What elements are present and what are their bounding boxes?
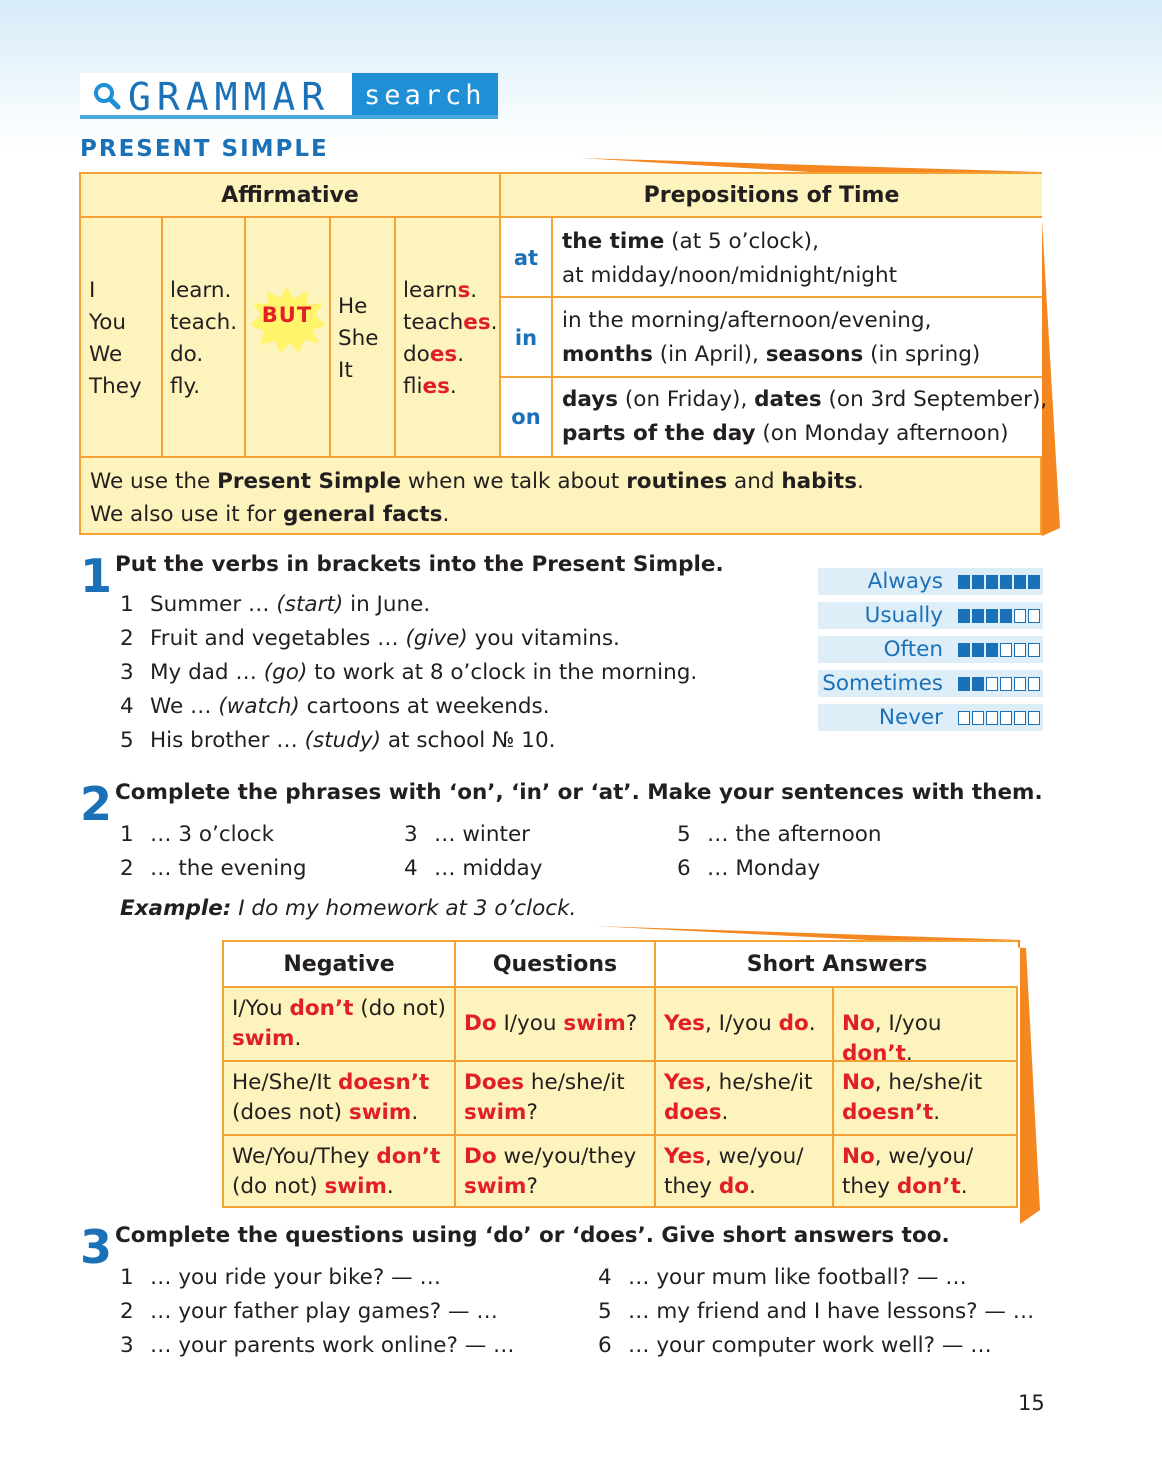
verb: learn.: [170, 278, 232, 303]
verb-s: flies.: [403, 374, 457, 399]
list-item: 6 … your computer work well? — …: [598, 1333, 992, 1358]
frequency-square: [972, 609, 984, 623]
exercise-3-list-left: [120, 1261, 515, 1363]
frequency-square: [958, 575, 970, 589]
header-short-answers: Short Answers: [656, 942, 1018, 988]
exercise-2-example: Example: I do my homework at 3 o’clock.: [120, 896, 577, 921]
exercise-2-title: Complete the phrases with ‘on’, ‘in’ or ‘at’. Make your sentences with them.: [115, 780, 1043, 805]
frequency-square: [972, 711, 984, 725]
list-item: 1 Summer … (start) in June.: [120, 592, 431, 617]
frequency-square: [1000, 711, 1012, 725]
prep-at: at: [501, 218, 553, 298]
exercise-2-number: 2: [80, 777, 113, 831]
list-item: 1 … 3 o’clock: [120, 822, 275, 847]
pronoun: She: [338, 326, 379, 351]
frequency-square: [986, 643, 998, 657]
grammar-search-header: [80, 73, 500, 123]
exercise-1-list: [120, 588, 697, 758]
but-label: BUT: [261, 303, 313, 327]
frequency-bar: [958, 609, 1040, 623]
list-item: 1 … you ride your bike? — …: [120, 1265, 441, 1290]
pronoun: I: [89, 278, 96, 303]
frequency-row: [818, 636, 1043, 663]
pronoun-column-2: [331, 218, 396, 456]
affirmative-header: Affirmative: [81, 174, 501, 218]
search-label: search: [352, 73, 498, 119]
frequency-row: [818, 602, 1043, 629]
verb-s: learns.: [403, 278, 478, 303]
table-cell: Do I/you swim?: [456, 988, 656, 1062]
prep-at-desc: the time (at 5 o’clock), at midday/noon/midnight/night: [553, 218, 1042, 298]
frequency-square: [1028, 575, 1040, 589]
verb: teach.: [170, 310, 238, 335]
list-item: 3 … winter: [404, 822, 531, 847]
pronoun: He: [338, 294, 368, 319]
list-item: 4 We … (watch) cartoons at weekends.: [120, 694, 550, 719]
search-icon: [92, 81, 122, 115]
frequency-square: [1000, 575, 1012, 589]
frequency-square: [972, 643, 984, 657]
frequency-row: [818, 670, 1043, 697]
list-item: 5 His brother … (study) at school № 10.: [120, 728, 556, 753]
frequency-square: [958, 643, 970, 657]
table-cell: Yes, he/she/it does.: [656, 1062, 834, 1136]
frequency-square: [986, 609, 998, 623]
usage-note: We use the Present Simple when we talk about routines and habits. We also use it for general facts.: [81, 456, 1042, 533]
table-cell: No, he/she/it doesn’t.: [834, 1062, 1018, 1136]
frequency-square: [1014, 677, 1026, 691]
exercise-1-title: Put the verbs in brackets into the Present Simple.: [115, 552, 724, 577]
exercise-3-title: Complete the questions using ‘do’ or ‘does’. Give short answers too.: [115, 1223, 950, 1248]
frequency-square: [986, 575, 998, 589]
verb: do.: [170, 342, 204, 367]
frequency-square: [1000, 609, 1012, 623]
table-cell: Yes, we/you/ they do.: [656, 1136, 834, 1206]
section-title: PRESENT SIMPLE: [80, 136, 329, 162]
frequency-square: [1014, 711, 1026, 725]
frequency-label: Usually: [864, 603, 943, 628]
frequency-bar: [958, 575, 1040, 589]
table-cell: Does he/she/it swim?: [456, 1062, 656, 1136]
frequency-label: Always: [867, 569, 943, 594]
frequency-square: [986, 711, 998, 725]
list-item: 2 Fruit and vegetables … (give) you vitamins.: [120, 626, 620, 651]
verb-column-2: [396, 218, 501, 456]
list-item: 5 … the afternoon: [677, 822, 882, 847]
table-cell: Yes, I/you do.: [656, 988, 834, 1062]
list-item: 4 … your mum like football? — …: [598, 1265, 967, 1290]
frequency-label: Never: [878, 705, 943, 730]
verb: fly.: [170, 374, 201, 399]
frequency-square: [1014, 609, 1026, 623]
list-item: 5 … my friend and I have lessons? — …: [598, 1299, 1035, 1324]
grammar-title: GRAMMAR: [128, 75, 331, 119]
frequency-square: [1014, 643, 1026, 657]
grammar-main-box: [79, 172, 1048, 535]
prep-in-desc: in the morning/afternoon/evening, months (in April), seasons (in spring): [553, 298, 1042, 378]
frequency-square: [986, 677, 998, 691]
frequency-square: [1028, 609, 1040, 623]
table-cell: We/You/They don’t (do not) swim.: [224, 1136, 456, 1206]
frequency-square: [958, 711, 970, 725]
frequency-row: [818, 568, 1043, 595]
frequency-square: [958, 677, 970, 691]
frequency-row: [818, 704, 1043, 731]
prep-in: in: [501, 298, 553, 378]
list-item: 6 … Monday: [677, 856, 821, 881]
table-cell: I/You don’t (do not) swim.: [224, 988, 456, 1062]
table-cell: He/She/It doesn’t (does not) swim.: [224, 1062, 456, 1136]
frequency-bar: [958, 711, 1040, 725]
frequency-square: [1028, 677, 1040, 691]
table-cell: No, I/you don’t.: [834, 988, 1018, 1062]
frequency-square: [958, 609, 970, 623]
frequency-bar: [958, 677, 1040, 691]
list-item: 2 … your father play games? — …: [120, 1299, 498, 1324]
frequency-square: [972, 575, 984, 589]
pronoun: You: [89, 310, 127, 335]
exercise-3-number: 3: [80, 1220, 113, 1274]
frequency-label: Sometimes: [822, 671, 943, 696]
verb-s: teaches.: [403, 310, 498, 335]
prep-on: on: [501, 378, 553, 456]
frequency-square: [972, 677, 984, 691]
frequency-square: [1000, 677, 1012, 691]
header-questions: Questions: [456, 942, 656, 988]
frequency-square: [1028, 643, 1040, 657]
prep-on-desc: days (on Friday), dates (on 3rd September), parts of the day (on Monday afternoon): [553, 378, 1042, 456]
frequency-square: [1028, 711, 1040, 725]
verb-column-1: [163, 218, 246, 456]
list-item: 3 … your parents work online? — …: [120, 1333, 515, 1358]
verb-s: does.: [403, 342, 465, 367]
pronoun: They: [89, 374, 142, 399]
list-item: 4 … midday: [404, 856, 543, 881]
frequency-bar: [958, 643, 1040, 657]
negative-questions-table: [222, 940, 1018, 1208]
exercise-3-list-right: [598, 1261, 1034, 1363]
grammar-label-box: [80, 73, 352, 119]
table-cell: Do we/you/they swim?: [456, 1136, 656, 1206]
pronoun-column-1: [81, 218, 163, 456]
exercise-1-number: 1: [80, 549, 113, 603]
frequency-square: [1000, 643, 1012, 657]
pronoun: We: [89, 342, 123, 367]
frequency-square: [1014, 575, 1026, 589]
page-number: 15: [1018, 1391, 1045, 1415]
list-item: 2 … the evening: [120, 856, 307, 881]
header-negative: Negative: [224, 942, 456, 988]
frequency-label: Often: [883, 637, 943, 662]
list-item: 3 My dad … (go) to work at 8 o’clock in the morning.: [120, 660, 698, 685]
exercise-2-grid: [120, 818, 920, 888]
table-cell: No, we/you/ they don’t.: [842, 1144, 974, 1199]
prepositions-header: Prepositions of Time: [501, 174, 1042, 218]
pronoun: It: [338, 358, 353, 383]
